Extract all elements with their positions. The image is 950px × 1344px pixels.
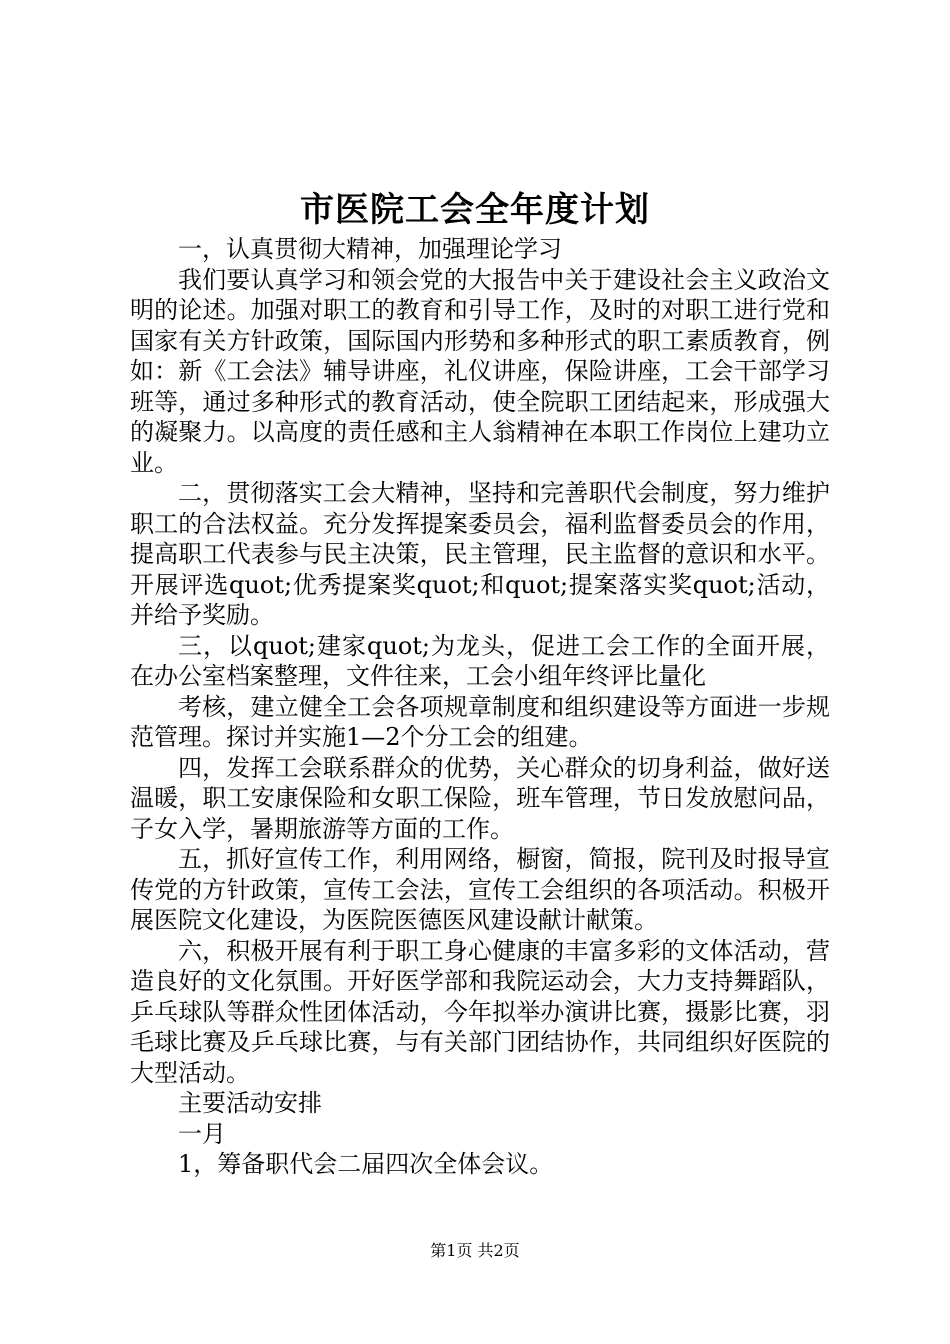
paragraph-section-2: 二，贯彻落实工会大精神，坚持和完善职代会制度，努力维护职工的合法权益。充分发挥提案委员会，福利监督委员会的作用，提高职工代表参与民主决策，民主管理，民主监督的意识和水平。开展评选quot;优秀提案奖quot;和quot;提案落实奖quot;活动，并给予奖励。 bbox=[130, 479, 830, 629]
paragraph-section-5: 五，抓好宣传工作，利用网络，橱窗，简报，院刊及时报导宣传党的方针政策，宣传工会法，宣传工会组织的各项活动。积极开展医院文化建设，为医院医德医风建设献计献策。 bbox=[130, 845, 830, 934]
paragraph-section-4: 四，发挥工会联系群众的优势，关心群众的切身利益，做好送温暖，职工安康保险和女职工保险，班车管理，节日发放慰问品，子女入学，暑期旅游等方面的工作。 bbox=[130, 753, 830, 843]
page-footer: 第1页 共2页 bbox=[430, 1241, 520, 1260]
document-title: 市医院工会全年度计划 bbox=[300, 190, 650, 230]
paragraph-section-3-continued: 考核，建立健全工会各项规章制度和组织建设等方面进一步规范管理。探讨并实施1—2个分工会的组建。 bbox=[130, 692, 830, 751]
paragraph-section-1-heading: 一，认真贯彻大精神，加强理论学习 bbox=[178, 235, 562, 263]
paragraph-month-january: 一月 bbox=[178, 1119, 226, 1148]
document-body bbox=[130, 234, 830, 1180]
paragraph-january-item-1: 1，筹备职代会二届四次全体会议。 bbox=[178, 1150, 554, 1178]
paragraph-section-6: 六，积极开展有利于职工身心健康的丰富多彩的文体活动，营造良好的文化氛围。开好医学部和我院运动会，大力支持舞蹈队，乒乓球队等群众性团体活动，今年拟举办演讲比赛，摄影比赛，羽毛球比赛及乒乓球比赛，与有关部门团结协作，共同组织好医院的大型活动。 bbox=[130, 936, 830, 1087]
paragraph-activities-heading: 主要活动安排 bbox=[178, 1089, 322, 1117]
paragraph-section-3: 三，以quot;建家quot;为龙头，促进工会工作的全面开展，在办公室档案整理，文件往来，工会小组年终评比量化 bbox=[130, 631, 830, 690]
paragraph-section-1-body: 我们要认真学习和领会党的大报告中关于建设社会主义政治文明的论述。加强对职工的教育和引导工作，及时的对职工进行党和国家有关方针政策，国际国内形势和多种形式的职工素质教育，例如：新《工会法》辅导讲座，礼仪讲座，保险讲座，工会干部学习班等，通过多种形式的教育活动，使全院职工团结起来，形成强大的凝聚力。以高度的责任感和主人翁精神在本职工作岗位上建功立业。 bbox=[130, 265, 830, 477]
